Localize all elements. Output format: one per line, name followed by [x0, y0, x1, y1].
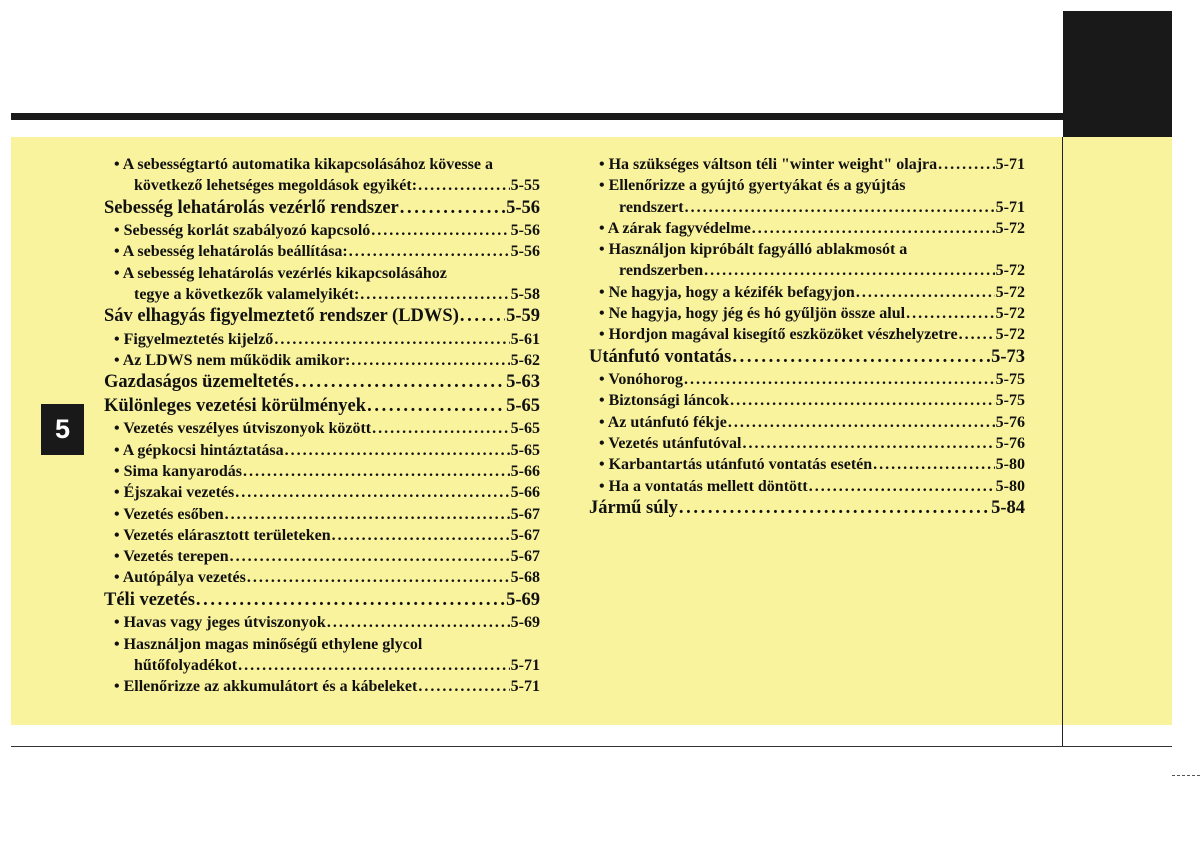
dot-leader [684, 369, 995, 390]
toc-page-number: 5-72 [995, 262, 1025, 280]
toc-page-number: 5-59 [506, 306, 540, 327]
toc-entry-title: • A sebesség lehatárolás vezérlés kikapcsolásához [114, 264, 447, 282]
toc-subsection-entry[interactable] [104, 284, 540, 305]
toc-page-number: 5-69 [506, 589, 540, 610]
toc-page-number: 5-56 [506, 197, 540, 218]
dot-leader [274, 329, 509, 350]
dot-leader [295, 371, 505, 394]
toc-page-number: 5-62 [510, 352, 540, 370]
toc-subsection-entry[interactable] [104, 504, 540, 525]
toc-page-number: 5-66 [510, 462, 540, 480]
toc-page-number: 5-71 [995, 156, 1025, 173]
toc-subsection-entry[interactable] [104, 154, 540, 175]
dot-leader [243, 461, 510, 482]
toc-page-number: 5-84 [991, 497, 1025, 518]
toc-page-number: 5-65 [506, 395, 540, 416]
toc-subsection-entry[interactable] [589, 197, 1025, 218]
toc-page-number: 5-67 [510, 526, 540, 544]
toc-subsection-entry[interactable] [589, 175, 1025, 196]
dot-leader [679, 497, 990, 520]
toc-subsection-entry[interactable] [104, 263, 540, 284]
dot-leader [732, 346, 990, 369]
dot-leader [196, 589, 505, 612]
toc-subsection-entry[interactable] [589, 454, 1025, 475]
toc-entry-title: Sebesség lehatárolás vezérlő rendszer [104, 197, 399, 218]
footer-rule [11, 746, 1172, 747]
toc-page-number: 5-71 [510, 678, 540, 696]
toc-entry-title: • A sebesség lehatárolás beállítása: [114, 243, 348, 261]
toc-page-number: 5-67 [510, 505, 540, 523]
toc-page-number: 5-55 [510, 177, 540, 195]
toc-subsection-entry[interactable] [104, 567, 540, 588]
toc-page-number: 5-67 [510, 548, 540, 566]
header-rule [11, 113, 1063, 120]
toc-page-number: 5-72 [995, 283, 1025, 301]
dot-leader [238, 655, 510, 676]
toc-entry-title: • Sebesség korlát szabályozó kapcsoló [114, 222, 371, 240]
dot-leader [360, 284, 509, 305]
dot-leader [349, 241, 510, 262]
toc-section-entry[interactable] [104, 197, 540, 221]
toc-subsection-entry[interactable] [589, 433, 1025, 454]
dot-leader [372, 418, 510, 439]
toc-entry-title: • Ha szükséges váltson téli "winter weight" olajra [599, 156, 938, 173]
toc-subsection-entry[interactable] [589, 218, 1025, 239]
dot-leader [959, 324, 995, 345]
toc-page-number: 5-76 [995, 435, 1025, 453]
toc-section-entry[interactable] [104, 305, 540, 329]
toc-entry-title: rendszerben [619, 262, 704, 280]
toc-page-number: 5-56 [510, 243, 540, 261]
toc-subsection-entry[interactable] [104, 350, 540, 371]
toc-subsection-entry[interactable] [589, 154, 1025, 175]
toc-entry-title: • Ellenőrizze a gyújtó gyertyákat és a gyújtás [599, 177, 906, 195]
corner-dash-mark [1172, 775, 1200, 776]
dot-leader [873, 454, 995, 475]
toc-entry-title: • Sima kanyarodás [114, 462, 243, 480]
toc-page-number: 5-65 [510, 441, 540, 459]
toc-section-entry[interactable] [104, 371, 540, 395]
toc-right-column [589, 154, 1025, 520]
toc-entry-title: rendszert [619, 198, 684, 216]
dot-leader [285, 440, 510, 461]
toc-entry-title: • Vezetés terepen [114, 548, 229, 566]
toc-entry-title: • Vezetés elárasztott területeken [114, 526, 331, 544]
toc-entry-title: • Az LDWS nem működik amikor: [114, 352, 351, 370]
dot-leader [730, 390, 995, 411]
toc-entry-title: • A sebességtartó automatika kikapcsolásához kövesse a [114, 156, 493, 173]
toc-subsection-entry[interactable] [589, 324, 1025, 345]
toc-page-number: 5-61 [510, 330, 540, 348]
toc-subsection-entry[interactable] [104, 676, 540, 697]
toc-page-number: 5-58 [510, 285, 540, 303]
toc-page-number: 5-56 [510, 222, 540, 240]
toc-page-number: 5-69 [510, 614, 540, 632]
toc-page-number: 5-75 [995, 392, 1025, 410]
toc-page-number: 5-65 [510, 420, 540, 438]
toc-entry-title: következő lehetséges megoldások egyikét: [134, 177, 418, 195]
dot-leader [728, 412, 995, 433]
toc-subsection-entry[interactable] [104, 418, 540, 439]
toc-entry-title: Téli vezetés [104, 589, 195, 610]
dot-leader [418, 676, 509, 697]
toc-entry-title: Utánfutó vontatás [589, 346, 732, 367]
toc-entry-title: • Vezetés esőben [114, 505, 224, 523]
toc-subsection-entry[interactable] [104, 461, 540, 482]
dot-leader [225, 504, 510, 525]
toc-subsection-entry[interactable] [104, 482, 540, 503]
toc-subsection-entry[interactable] [589, 412, 1025, 433]
dot-leader [704, 260, 995, 281]
toc-subsection-entry[interactable] [589, 476, 1025, 497]
dot-leader [371, 220, 509, 241]
toc-entry-title: • Vezetés utánfutóval [599, 435, 742, 453]
toc-subsection-entry[interactable] [589, 282, 1025, 303]
toc-entry-title: • A gépkocsi hintáztatása [114, 441, 284, 459]
dot-leader [685, 197, 995, 218]
dot-leader [235, 482, 509, 503]
chapter-side-strip [1063, 137, 1172, 725]
toc-page-number: 5-63 [506, 372, 540, 393]
toc-page-number: 5-71 [995, 198, 1025, 216]
toc-entry-title: • Használjon kipróbált fagyálló ablakmosót a [599, 241, 908, 259]
toc-subsection-entry[interactable] [104, 241, 540, 262]
toc-entry-title: • Autópálya vezetés [114, 569, 246, 587]
toc-entry-title: • Éjszakai vezetés [114, 484, 235, 502]
dot-leader [742, 433, 994, 454]
dot-leader [418, 175, 510, 196]
toc-page-number: 5-76 [995, 413, 1025, 431]
toc-page-number: 5-73 [991, 346, 1025, 367]
toc-subsection-entry[interactable] [589, 303, 1025, 324]
dot-leader [906, 303, 995, 324]
toc-subsection-entry[interactable] [589, 369, 1025, 390]
toc-page-number: 5-80 [995, 477, 1025, 495]
toc-entry-title: • Ne hagyja, hogy jég és hó gyűljön össze alul [599, 305, 906, 323]
toc-left-column [104, 154, 540, 697]
toc-page-number: 5-75 [995, 371, 1025, 389]
toc-entry-title: hűtőfolyadékot [134, 656, 238, 674]
toc-entry-title: • Hordjon magával kisegítő eszközöket vészhelyzetre [599, 326, 958, 344]
toc-entry-title: • Ne hagyja, hogy a kézifék befagyjon [599, 283, 855, 301]
toc-entry-title: Jármű súly [589, 497, 678, 518]
toc-subsection-entry[interactable] [589, 390, 1025, 411]
toc-entry-title: • Használjon magas minőségű ethylene glycol [114, 635, 423, 653]
chapter-tab-block [1063, 11, 1172, 137]
dot-leader [230, 546, 510, 567]
toc-section-entry[interactable] [104, 589, 540, 613]
dot-leader [327, 612, 510, 633]
toc-entry-title: Gazdaságos üzemeltetés [104, 372, 294, 393]
toc-page-number: 5-72 [995, 326, 1025, 344]
dot-leader [351, 350, 509, 371]
toc-subsection-entry[interactable] [104, 175, 540, 196]
toc-subsection-entry[interactable] [104, 634, 540, 655]
toc-entry-title: • Figyelmeztetés kijelző [114, 330, 274, 348]
toc-subsection-entry[interactable] [104, 546, 540, 567]
dot-leader [460, 305, 505, 328]
toc-subsection-entry[interactable] [104, 329, 540, 350]
toc-entry-title: Különleges vezetési körülmények [104, 395, 367, 416]
dot-leader [938, 154, 995, 175]
toc-subsection-entry[interactable] [104, 525, 540, 546]
toc-entry-title: • Karbantartás utánfutó vontatás esetén [599, 456, 873, 474]
toc-entry-title: Sáv elhagyás figyelmeztető rendszer (LDWS) [104, 306, 459, 327]
dot-leader [367, 395, 505, 418]
toc-subsection-entry[interactable] [104, 612, 540, 633]
toc-subsection-entry[interactable] [589, 260, 1025, 281]
toc-subsection-entry[interactable] [104, 220, 540, 241]
toc-page-number: 5-72 [995, 219, 1025, 237]
toc-entry-title: • A zárak fagyvédelme [599, 219, 751, 237]
column-divider [1062, 137, 1063, 746]
toc-section-entry[interactable] [589, 346, 1025, 370]
chapter-number-badge: 5 [41, 404, 84, 455]
toc-section-entry[interactable] [104, 395, 540, 419]
toc-page-number: 5-68 [510, 569, 540, 587]
dot-leader [752, 218, 995, 239]
toc-entry-title: • Biztonsági láncok [599, 392, 730, 410]
toc-entry-title: • Ha a vontatás mellett döntött [599, 477, 808, 495]
toc-page-number: 5-80 [995, 456, 1025, 474]
dot-leader [247, 567, 510, 588]
dot-leader [400, 197, 505, 220]
dot-leader [332, 525, 510, 546]
toc-entry-title: tegye a következők valamelyikét: [134, 285, 360, 303]
dot-leader [809, 476, 995, 497]
toc-entry-title: • Ellenőrizze az akkumulátort és a kábeleket [114, 678, 418, 696]
toc-page-number: 5-71 [510, 656, 540, 674]
toc-section-entry[interactable] [589, 497, 1025, 521]
toc-entry-title: • Az utánfutó fékje [599, 413, 727, 431]
toc-entry-title: • Vezetés veszélyes útviszonyok között [114, 420, 372, 438]
toc-entry-title: • Vonóhorog [599, 371, 684, 389]
toc-subsection-entry[interactable] [589, 239, 1025, 260]
toc-subsection-entry[interactable] [104, 655, 540, 676]
toc-page-number: 5-72 [995, 305, 1025, 323]
toc-entry-title: • Havas vagy jeges útviszonyok [114, 614, 326, 632]
dot-leader [856, 282, 995, 303]
toc-page-number: 5-66 [510, 484, 540, 502]
toc-subsection-entry[interactable] [104, 440, 540, 461]
